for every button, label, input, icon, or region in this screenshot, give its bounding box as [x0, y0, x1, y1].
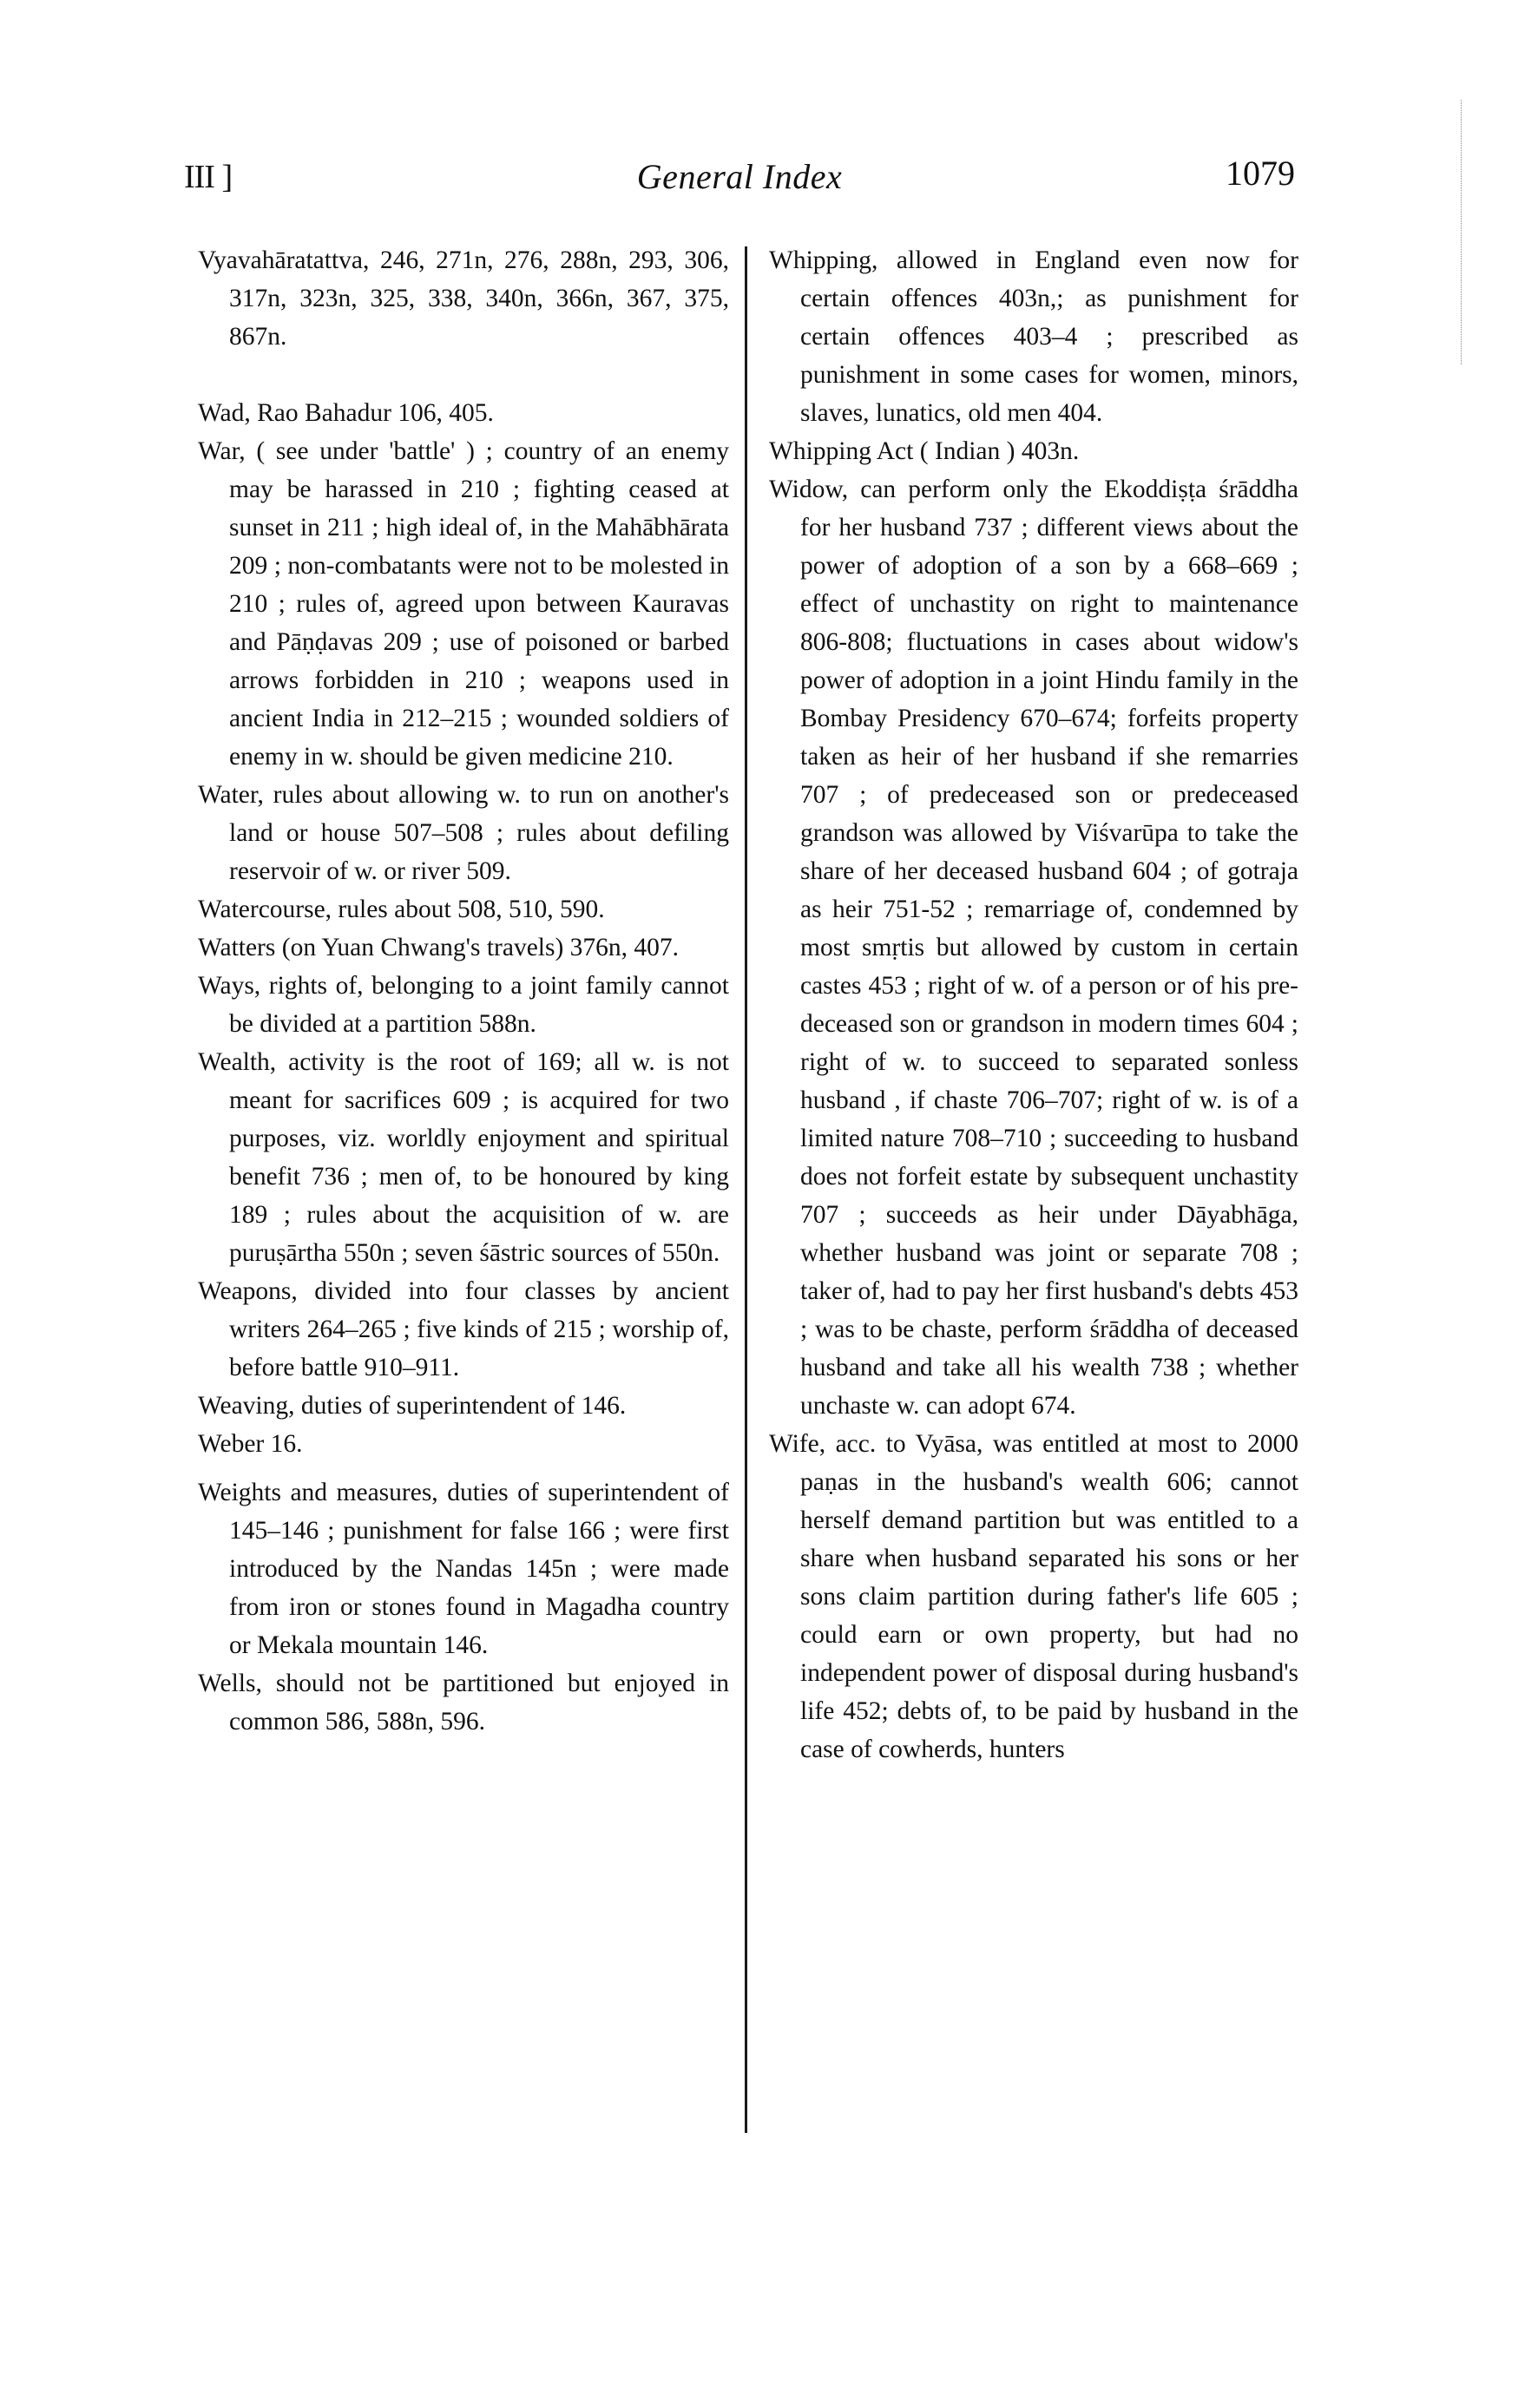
- index-column-left: [198, 241, 729, 1741]
- section-title: General Index: [636, 157, 843, 196]
- index-entry-vyavaharatattva: Vyavahāratattva, 246, 271n, 276, 288n, 293, 306, 317n, 323n, 325, 338, 340n, 366n, 367, 375, 867n.: [198, 246, 729, 351]
- index-entry-wad: Wad, Rao Bahadur 106, 405.: [198, 399, 494, 427]
- running-head: [184, 153, 1295, 205]
- index-entry-weights-and-measures: Weights and measures, duties of superintendent of 145–146 ; punishment for false 166 ; were first introduced by the Nandas 145n ; were made from iron or stones found in Magadha country or Mekala mountain 146.: [198, 1479, 729, 1659]
- part-number: III ]: [184, 159, 233, 195]
- index-entry-watters: Watters (on Yuan Chwang's travels) 376n, 407.: [198, 934, 680, 961]
- index-entry-watercourse: Watercourse, rules about 508, 510, 590.: [198, 896, 605, 923]
- page-number: 1079: [1226, 154, 1295, 193]
- index-entry-weaving: Weaving, duties of superintendent of 146.: [198, 1392, 627, 1420]
- index-entry-weapons: Weapons, divided into four classes by ancient writers 264–265 ; five kinds of 215 ; worship of, before battle 910–911.: [198, 1277, 729, 1381]
- column-divider: [745, 246, 747, 2133]
- index-entry-weber: Weber 16.: [198, 1430, 303, 1458]
- index-entry-whipping-act: Whipping Act ( Indian ) 403n.: [769, 437, 1080, 465]
- index-entry-whipping: Whipping, allowed in England even now for certain offences 403n,; as punishment for certain offences 403–4 ; prescribed as punishment in some cases for women, minors, slaves, lunatics, old men 404.: [769, 246, 1298, 427]
- index-column-right: [769, 241, 1298, 1768]
- index-entry-water: Water, rules about allowing w. to run on another's land or house 507–508 ; rules about defiling reservoir of w. or river 509.: [198, 781, 729, 885]
- index-entry-ways: Ways, rights of, belonging to a joint family cannot be divided at a partition 588n.: [198, 972, 729, 1038]
- scan-artifact: [1461, 100, 1462, 364]
- index-entry-widow: Widow, can perform only the Ekoddiṣṭa śrāddha for her husband 737 ; different views about the power of adoption of a son by a 668–669 ; effect of unchastity on right to maintenance 806-808; fluctuations in cases about widow's power of adoption in a joint Hindu family in the Bombay Presidency 670–674; forfeits property taken as heir of her husband if she remarries 707 ; of predeceased son or predeceased grandson was allowed by Viśvarūpa to take the share of her deceased husband 604 ; of gotraja as heir 751-52 ; remarriage of, condemned by most smṛtis but allowed by custom in certain castes 453 ; right of w. of a person or of his predeceased son or grandson in modern times 604 ; right of w. to succeed to separated sonless husband , if chaste 706–707; right of w. is of a limited nature 708–710 ; succeeding to husband does not forfeit estate by subsequent unchastity 707 ; succeeds as heir under Dāyabhāga, whether husband was joint or separate 708 ; taker of, had to pay her first husband's debts 453 ; was to be chaste, perform śrāddha of deceased husband and take all his wealth 738 ; whether unchaste w. can adopt 674.: [769, 476, 1298, 1420]
- index-entry-wells: Wells, should not be partitioned but enjoyed in common 586, 588n, 596.: [198, 1670, 729, 1735]
- index-entry-wealth: Wealth, activity is the root of 169; all w. is not meant for sacrifices 609 ; is acquired for two purposes, viz. worldly enjoyment and spiritual benefit 736 ; men of, to be honoured by king 189 ; rules about the acquisition of w. are puruṣārtha 550n ; seven śāstric sources of 550n.: [198, 1048, 729, 1267]
- index-entry-wife: Wife, acc. to Vyāsa, was entitled at most to 2000 paṇas in the husband's wealth 606; cannot herself demand partition but was entitled to a share when husband separated his sons or her sons claim partition during father's life 605 ; could earn or own property, but had no independent power of disposal during husband's life 452; debts of, to be paid by husband in the case of cowherds, hunters: [769, 1430, 1298, 1763]
- index-entry-war: War, ( see under 'battle' ) ; country of an enemy may be harassed in 210 ; fighting ceased at sunset in 211 ; high ideal of, in the Mahābhārata 209 ; non-combatants were not to be molested in 210 ; rules of, agreed upon between Kauravas and Pāṇḍavas 209 ; use of poisoned or barbed arrows forbidden in 210 ; weapons used in ancient India in 212–215 ; wounded soldiers of enemy in w. should be given medicine 210.: [198, 437, 729, 771]
